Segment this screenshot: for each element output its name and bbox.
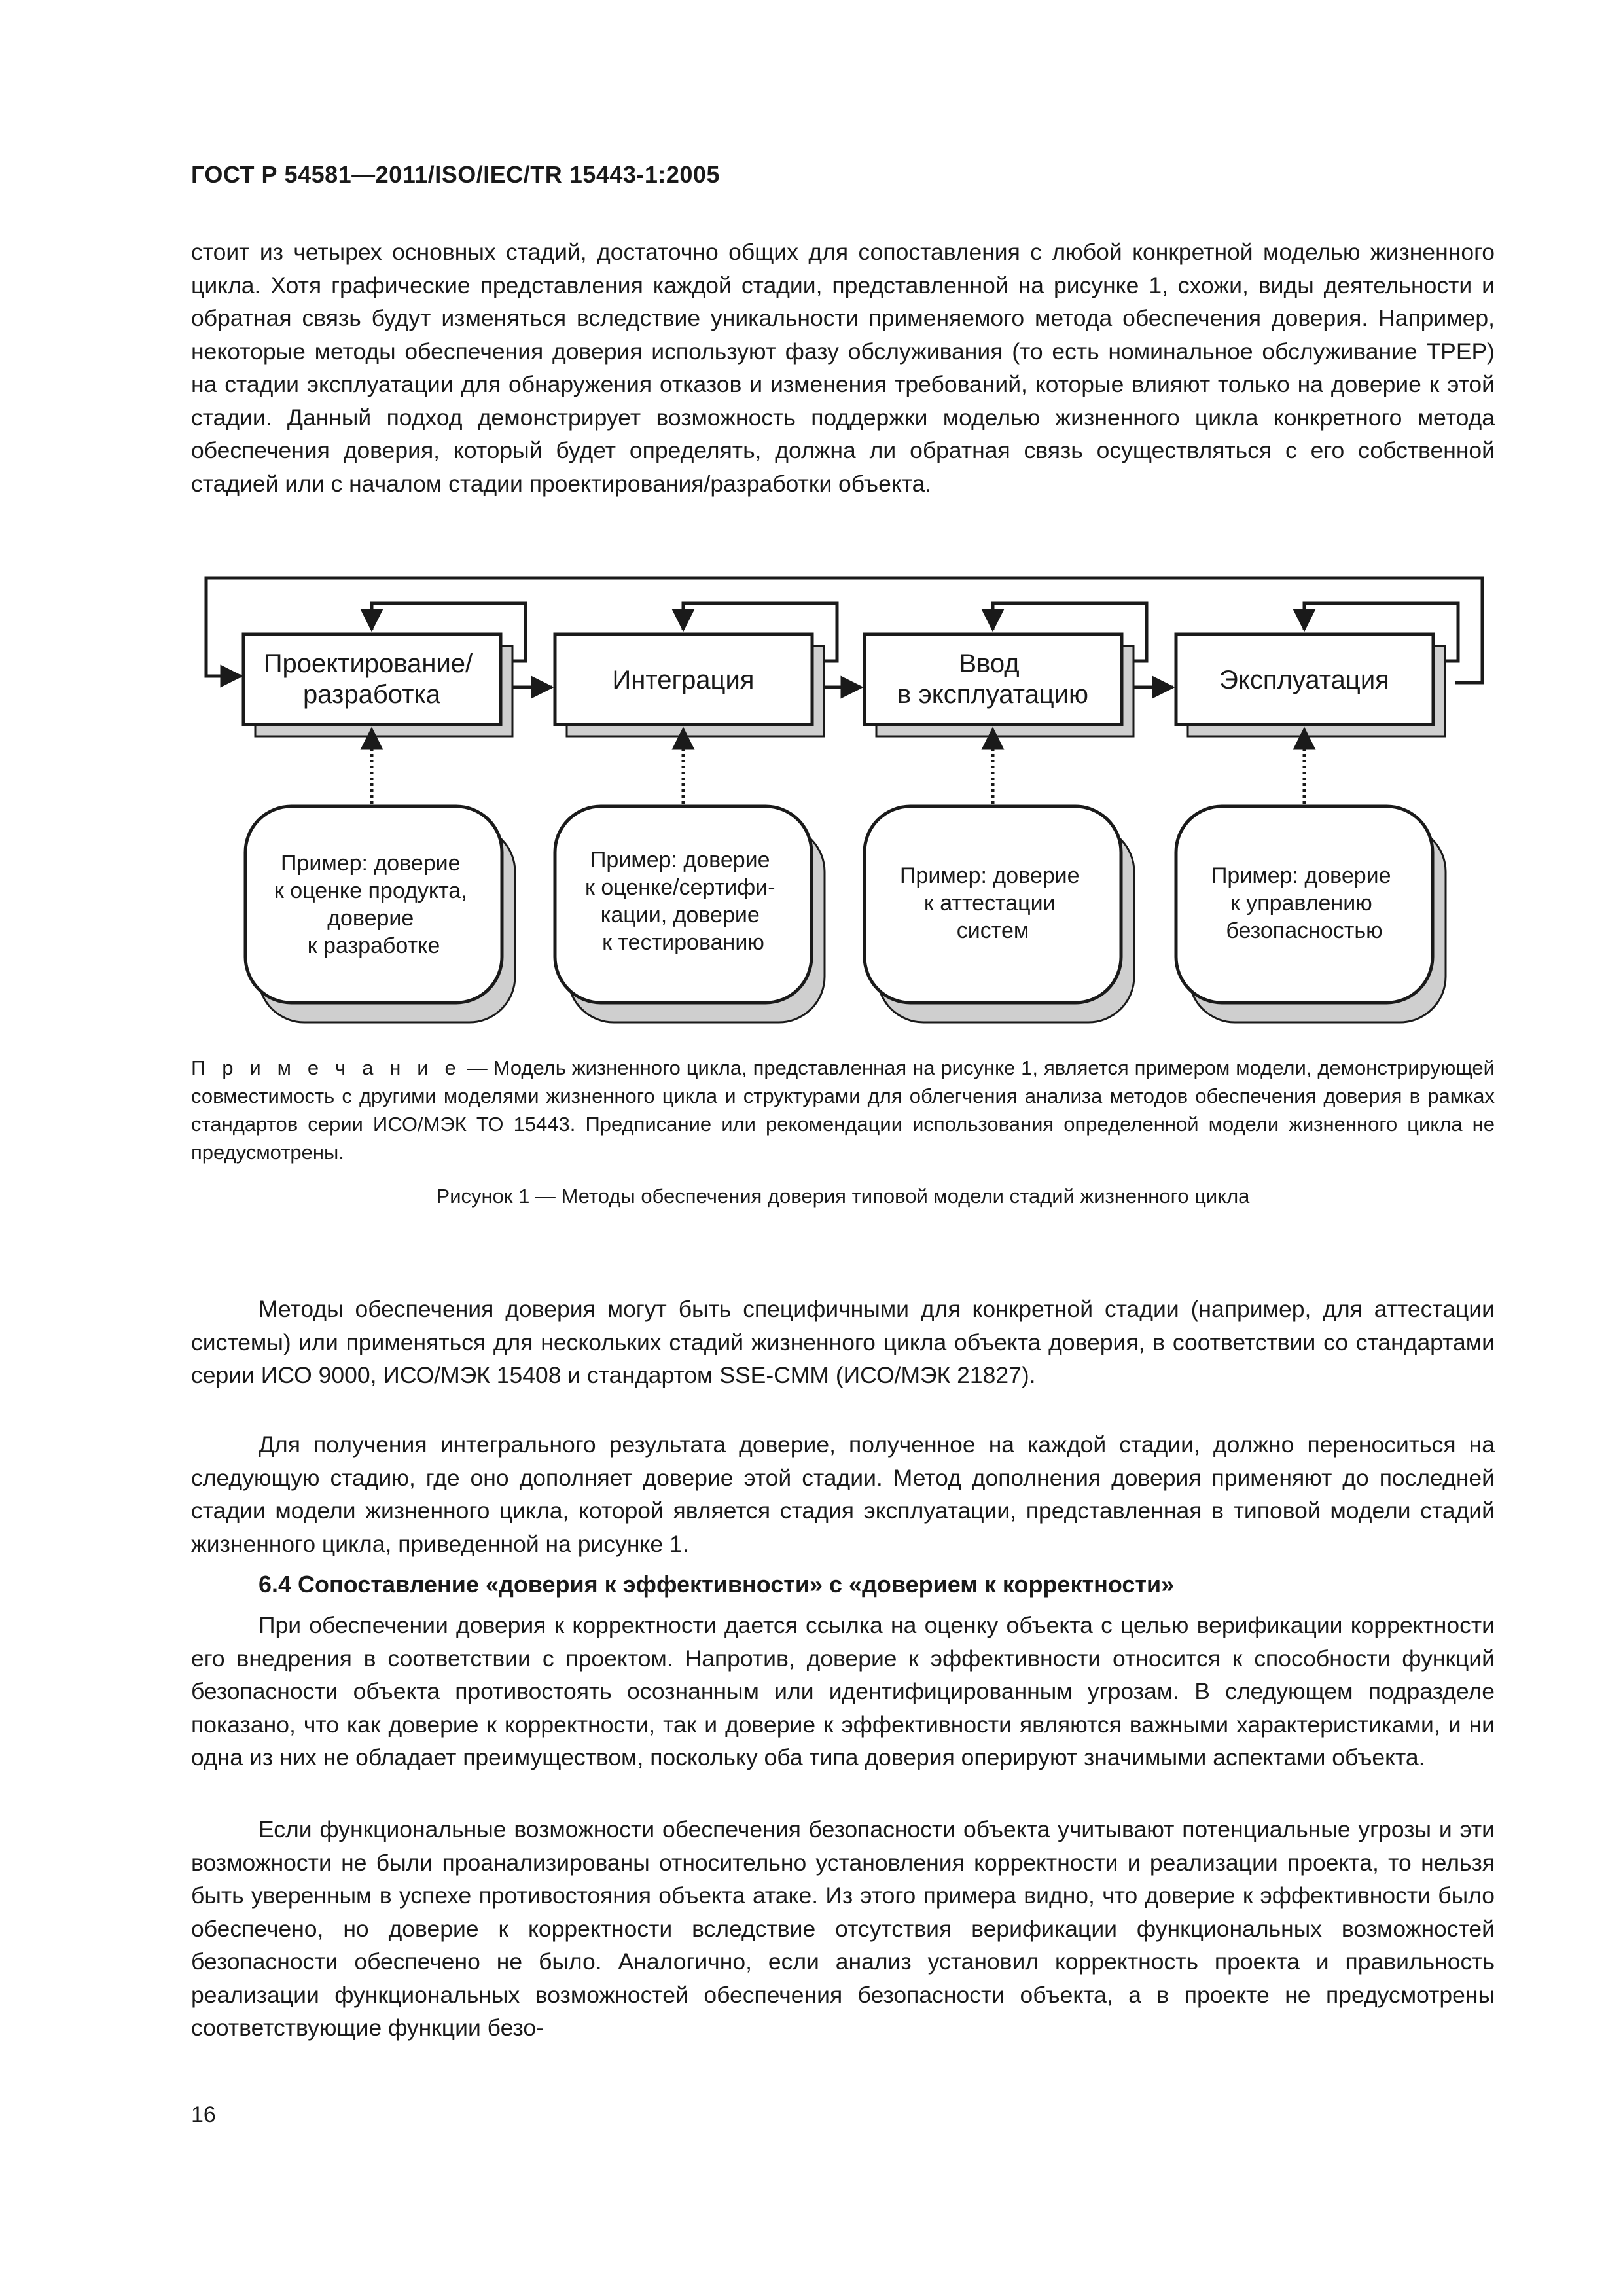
example-label-line: безопасностью <box>1226 918 1383 943</box>
stage-label-line: Интеграция <box>612 666 755 694</box>
section-title: 6.4 Сопоставление «доверия к эффективности» с «доверием к корректности» <box>259 1571 1175 1598</box>
section-paragraph: При обеспечении доверия к корректности дается ссылка на оценку объекта с целью верификации корректности его внедрения в соответствии с проектом. Напротив, доверие к эффективности относится к способности функций безопасности объекта противостоять осознанным или идентифицированным угрозам. В следующем подразделе показано, что как доверие к корректности, так и доверие к эффективности являются важными характеристиками, и ни одна из них не обладает преимуществом, поскольку оба типа доверия оперируют значимыми аспектами объекта. <box>191 1612 1495 1770</box>
example-label-line: к аттестации <box>923 891 1056 916</box>
stage-box-commissioning <box>865 634 1133 736</box>
svg-text:Интеграция <box>613 666 755 694</box>
example-label-line: Пример: доверие <box>1211 863 1391 888</box>
note-text: — Модель жизненного цикла, представленная на рисунке 1, является примером модели, демонстрирующей совместимость с другими моделями жизненного цикла и структурами для облегчения анализа методов обеспечения доверия в рамках стандартов серии ИСО/МЭК ТО 15443. Предписание или рекомендации использования определенной модели жизненного цикла не предусмотрены. <box>191 1056 1495 1164</box>
stage-box-operation <box>1176 634 1445 736</box>
example-box-operation <box>1176 806 1446 1022</box>
example-label-line: кации, доверие <box>600 903 760 927</box>
example-label-line: Пример: доверие <box>280 851 461 876</box>
intro-paragraph: стоит из четырех основных стадий, достаточно общих для сопоставления с любой конкретной моделью жизненного цикла. Хотя графические представления каждой стадии, представленной на рисунке 1, схожи, виды деятельности и обратная связь будут изменяться вследствие уникальности применяемого метода обеспечения доверия. Например, некоторые методы обеспечения доверия используют фазу обслуживания (то есть номинальное обслуживание TPEP) на стадии эксплуатации для обнаружения отказов и изменения требований, которые влияют только на доверие к этой стадии. Данный подход демонстрирует возможность поддержки моделью жизненного цикла конкретного метода обеспечения доверия, который будет определять, должна ли обратная связь осуществляться с его собственной стадией или с началом стадии проектирования/разработки объекта. <box>191 239 1495 497</box>
example-label-line: к оценке продукта, <box>274 878 467 903</box>
example-box-design <box>245 806 515 1022</box>
stage-label-line: Ввод <box>959 649 1020 678</box>
stage-label-line: Эксплуатация <box>1219 666 1389 694</box>
example-label-line: к управлению <box>1230 891 1372 916</box>
body-paragraph: Для получения интегрального результата доверие, полученное на каждой стадии, должно переноситься на следующую стадию, где оно дополняет доверие этой стадии. Метод дополнения доверия применяют до последней стадии модели жизненного цикла, которой является стадия эксплуатации, представленная в типовой модели стадий жизненного цикла, приведенной на рисунке 1. <box>191 1431 1495 1557</box>
figure-note <box>191 1054 1495 1166</box>
stage-label-line: Проектирование/ <box>263 649 473 678</box>
example-label-line: к разработке <box>307 933 440 958</box>
stage-box-design <box>243 634 512 736</box>
example-box-commissioning <box>865 806 1134 1022</box>
example-label-line: к тестированию <box>602 930 764 955</box>
example-label-line: систем <box>956 918 1029 943</box>
page-number: 16 <box>191 2102 216 2127</box>
lifecycle-diagram <box>0 0 1623 1060</box>
example-label-line: Пример: доверие <box>590 848 770 872</box>
body-paragraph: Методы обеспечения доверия могут быть специфичными для конкретной стадии (например, для аттестации системы) или применяться для нескольких стадий жизненного цикла объекта доверия, в соответствии со стандартами серии ИСО 9000, ИСО/МЭК 15408 и стандартом SSE-CMM (ИСО/МЭК 21827). <box>191 1296 1495 1388</box>
stage-box-integration <box>555 634 824 736</box>
example-label-line: доверие <box>327 906 414 931</box>
stage-label-line: разработка <box>302 680 441 709</box>
example-box-integration <box>555 806 825 1022</box>
figure-caption: Рисунок 1 — Методы обеспечения доверия типовой модели стадий жизненного цикла <box>436 1185 1250 1208</box>
section-paragraph: Если функциональные возможности обеспечения безопасности объекта учитывают потенциальные угрозы и эти возможности не были проанализированы относительно установления корректности и реализации проекта, то нельзя быть уверенным в успехе противостояния объекта атаке. Из этого примера видно, что доверие к эффективности было обеспечено, но доверие к корректности вследствие отсутствия верификации функциональных возможностей безопасности обеспечено не было. Аналогично, если анализ установил корректность проекта и правильность реализации функциональных возможностей обеспечения безопасности объекта, а в проекте не предусмотрены соответствующие функции безо- <box>191 1816 1495 2041</box>
note-label: П р и м е ч а н и е <box>191 1056 461 1079</box>
stage-label-line: в эксплуатацию <box>897 680 1089 709</box>
example-label-line: к оценке/сертифи- <box>585 875 776 900</box>
example-label-line: Пример: доверие <box>899 863 1080 888</box>
svg-text:Пример: доверие к управл <box>1211 863 1397 943</box>
svg-text:Эксплуатация <box>1219 666 1389 694</box>
document-header: ГОСТ Р 54581—2011/ISO/IEC/TR 15443-1:2005 <box>191 161 720 188</box>
